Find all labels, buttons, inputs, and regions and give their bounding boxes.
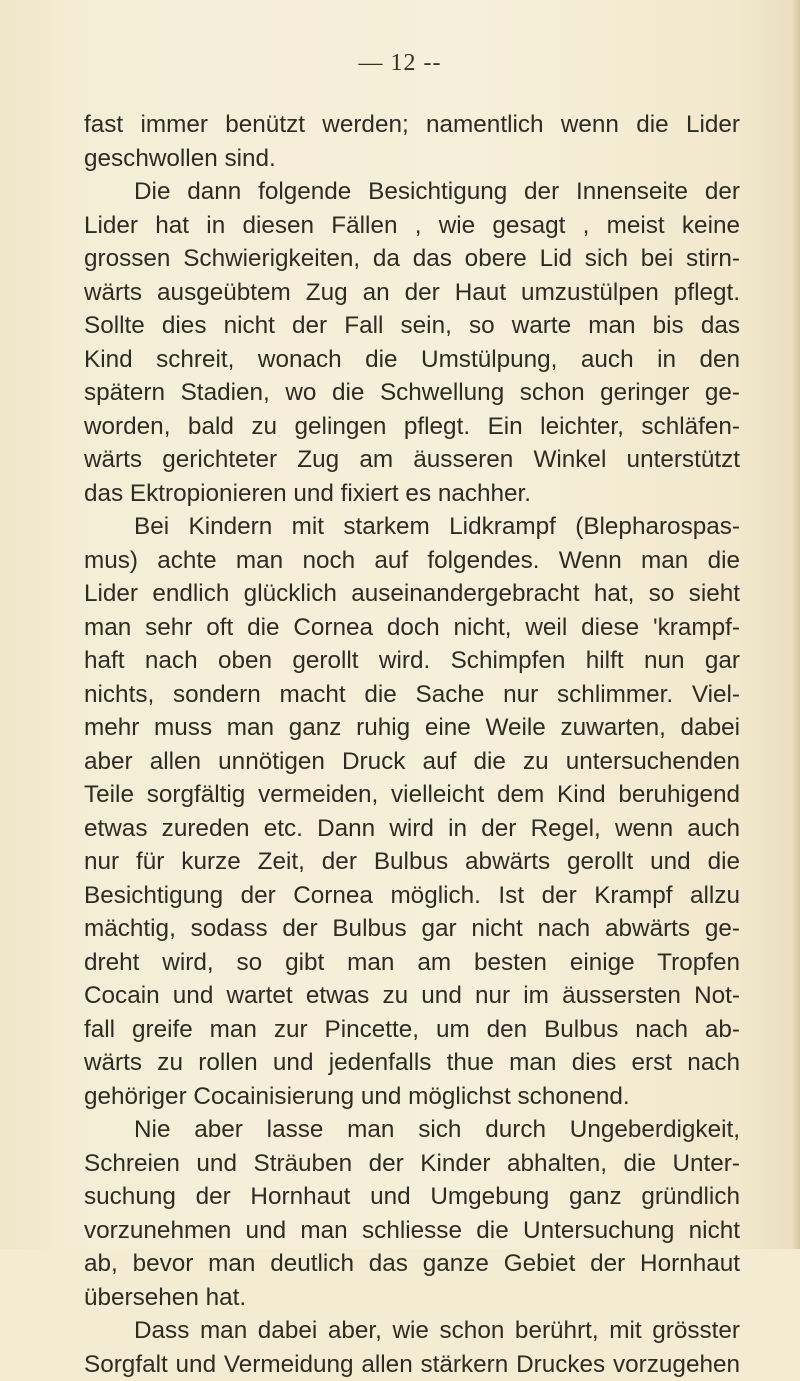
text-line: Lider endlich glücklich auseinandergebracht hat, so sieht bbox=[84, 577, 740, 611]
text-line: grossen Schwierigkeiten, da das obere Lid sich bei stirn- bbox=[84, 242, 740, 276]
text-line: fall greife man zur Pincette, um den Bulbus nach ab- bbox=[84, 1013, 740, 1047]
text-line: Lider hat in diesen Fällen , wie gesagt , meist keine bbox=[84, 209, 740, 243]
text-line: Nie aber lasse man sich durch Ungeberdigkeit, bbox=[84, 1113, 740, 1147]
text-line: mehr muss man ganz ruhig eine Weile zuwarten, dabei bbox=[84, 711, 740, 745]
text-line: gehöriger Cocainisierung und möglichst schonend. bbox=[84, 1080, 740, 1114]
text-line: suchung der Hornhaut und Umgebung ganz gründlich bbox=[84, 1180, 740, 1214]
text-line: worden, bald zu gelingen pflegt. Ein leichter, schläfen- bbox=[84, 410, 740, 444]
text-line: Kind schreit, wonach die Umstülpung, auch in den bbox=[84, 343, 740, 377]
text-line: etwas zureden etc. Dann wird in der Regel, wenn auch bbox=[84, 812, 740, 846]
text-line: aber allen unnötigen Druck auf die zu untersuchenden bbox=[84, 745, 740, 779]
body-text bbox=[84, 108, 740, 1381]
text-line: Bei Kindern mit starkem Lidkrampf (Blepharospas- bbox=[84, 510, 740, 544]
text-line: Schreien und Sträuben der Kinder abhalten, die Unter- bbox=[84, 1147, 740, 1181]
text-line: Dass man dabei aber, wie schon berührt, mit grösster bbox=[84, 1314, 740, 1348]
text-line: man sehr oft die Cornea doch nicht, weil diese 'krampf- bbox=[84, 611, 740, 645]
text-line: Sollte dies nicht der Fall sein, so warte man bis das bbox=[84, 309, 740, 343]
text-line: Besichtigung der Cornea möglich. Ist der Krampf allzu bbox=[84, 879, 740, 913]
text-line: Teile sorgfältig vermeiden, vielleicht dem Kind beruhigend bbox=[84, 778, 740, 812]
page-number: — 12 -- bbox=[0, 50, 800, 77]
text-line: dreht wird, so gibt man am besten einige Tropfen bbox=[84, 946, 740, 980]
text-line: wärts zu rollen und jedenfalls thue man dies erst nach bbox=[84, 1046, 740, 1080]
text-line: geschwollen sind. bbox=[84, 142, 740, 176]
text-line: nur für kurze Zeit, der Bulbus abwärts gerollt und die bbox=[84, 845, 740, 879]
text-line: nichts, sondern macht die Sache nur schlimmer. Viel- bbox=[84, 678, 740, 712]
text-line: mus) achte man noch auf folgendes. Wenn man die bbox=[84, 544, 740, 578]
text-line: haft nach oben gerollt wird. Schimpfen hilft nun gar bbox=[84, 644, 740, 678]
page-edge-shadow bbox=[792, 0, 800, 1249]
text-line: spätern Stadien, wo die Schwellung schon geringer ge- bbox=[84, 376, 740, 410]
text-line: das Ektropionieren und fixiert es nachher. bbox=[84, 477, 740, 511]
text-line: fast immer benützt werden; namentlich wenn die Lider bbox=[84, 108, 740, 142]
text-line: Die dann folgende Besichtigung der Innenseite der bbox=[84, 175, 740, 209]
text-line: vorzunehmen und man schliesse die Untersuchung nicht bbox=[84, 1214, 740, 1248]
text-line: ab, bevor man deutlich das ganze Gebiet der Hornhaut bbox=[84, 1247, 740, 1281]
text-line: Cocain und wartet etwas zu und nur im äussersten Not- bbox=[84, 979, 740, 1013]
text-line: wärts gerichteter Zug am äusseren Winkel unterstützt bbox=[84, 443, 740, 477]
text-line: wärts ausgeübtem Zug an der Haut umzustülpen pflegt. bbox=[84, 276, 740, 310]
text-line: übersehen hat. bbox=[84, 1281, 740, 1315]
text-line: Sorgfalt und Vermeidung allen stärkern Druckes vorzugehen bbox=[84, 1348, 740, 1381]
text-line: mächtig, sodass der Bulbus gar nicht nach abwärts ge- bbox=[84, 912, 740, 946]
